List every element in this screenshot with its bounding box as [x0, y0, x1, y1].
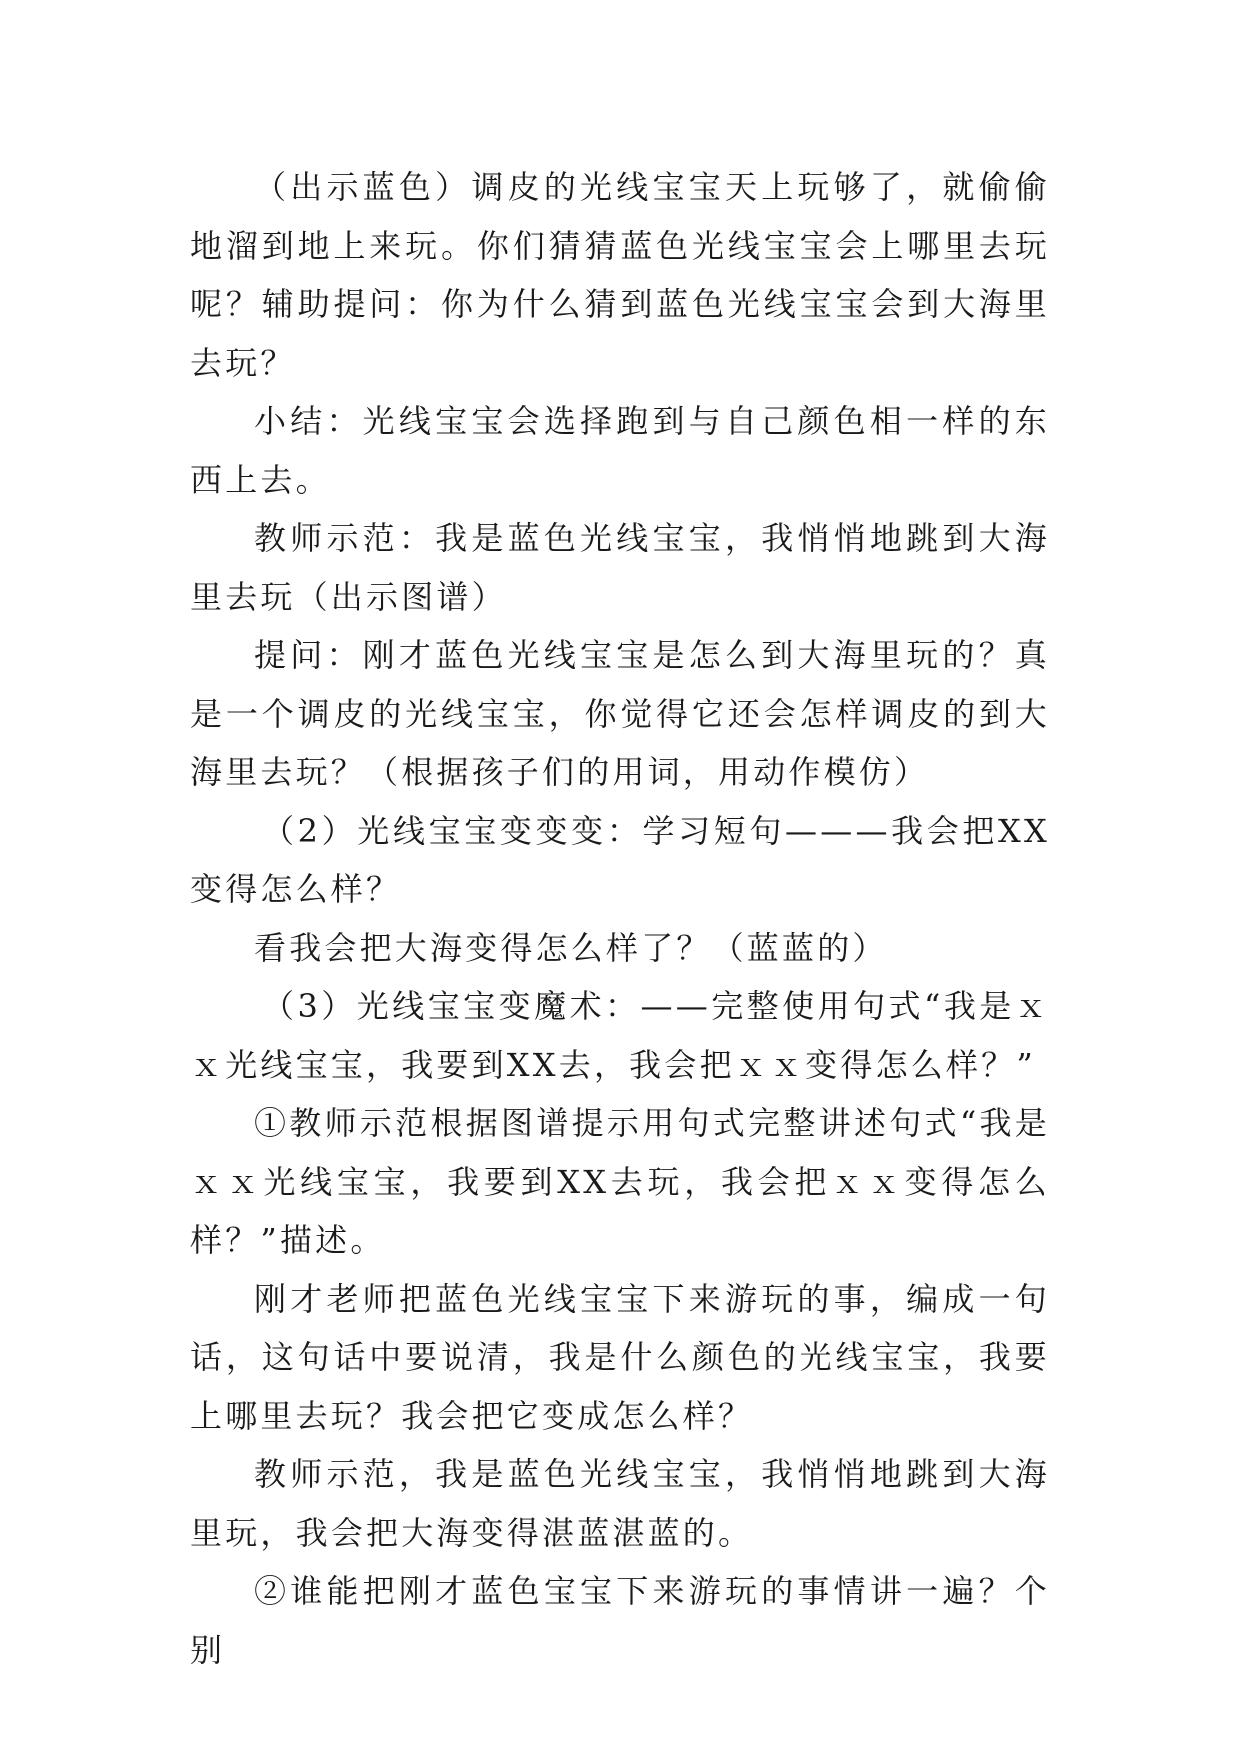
paragraph-7: （3）光线宝宝变魔术：——完整使用句式“我是ｘｘ光线宝宝，我要到XX去，我会把ｘｘ变得怎么样？”	[190, 987, 1050, 1084]
document-body	[190, 158, 1050, 1679]
paragraph-9: 刚才老师把蓝色光线宝宝下来游玩的事，编成一句话，这句话中要说清，我是什么颜色的光线宝宝，我要上哪里去玩？我会把它变成怎么样？	[190, 1279, 1050, 1435]
paragraph-2: 小结：光线宝宝会选择跑到与自己颜色相一样的东西上去。	[190, 402, 1050, 499]
paragraph-8: ①教师示范根据图谱提示用句式完整讲述句式“我是ｘｘ光线宝宝，我要到XX去玩，我会把ｘｘ变得怎么样？”描述。	[190, 1104, 1050, 1259]
paragraph-4: 提问：刚才蓝色光线宝宝是怎么到大海里玩的？真是一个调皮的光线宝宝，你觉得它还会怎样调皮的到大海里去玩？（根据孩子们的用词，用动作模仿）	[190, 636, 1050, 791]
paragraph-11: ②谁能把刚才蓝色宝宝下来游玩的事情讲一遍？个别	[190, 1572, 1050, 1669]
paragraph-6: 看我会把大海变得怎么样了？（蓝蓝的）	[254, 928, 888, 967]
paragraph-1: （出示蓝色）调皮的光线宝宝天上玩够了，就偷偷地溜到地上来玩。你们猜猜蓝色光线宝宝会上哪里去玩呢？辅助提问：你为什么猜到蓝色光线宝宝会到大海里去玩？	[190, 168, 1050, 382]
paragraph-3: 教师示范：我是蓝色光线宝宝，我悄悄地跳到大海里去玩（出示图谱）	[190, 519, 1050, 616]
paragraph-5: （2）光线宝宝变变变：学习短句———我会把XX变得怎么样？	[190, 811, 1050, 908]
paragraph-10: 教师示范，我是蓝色光线宝宝，我悄悄地跳到大海里玩，我会把大海变得湛蓝湛蓝的。	[190, 1455, 1050, 1552]
